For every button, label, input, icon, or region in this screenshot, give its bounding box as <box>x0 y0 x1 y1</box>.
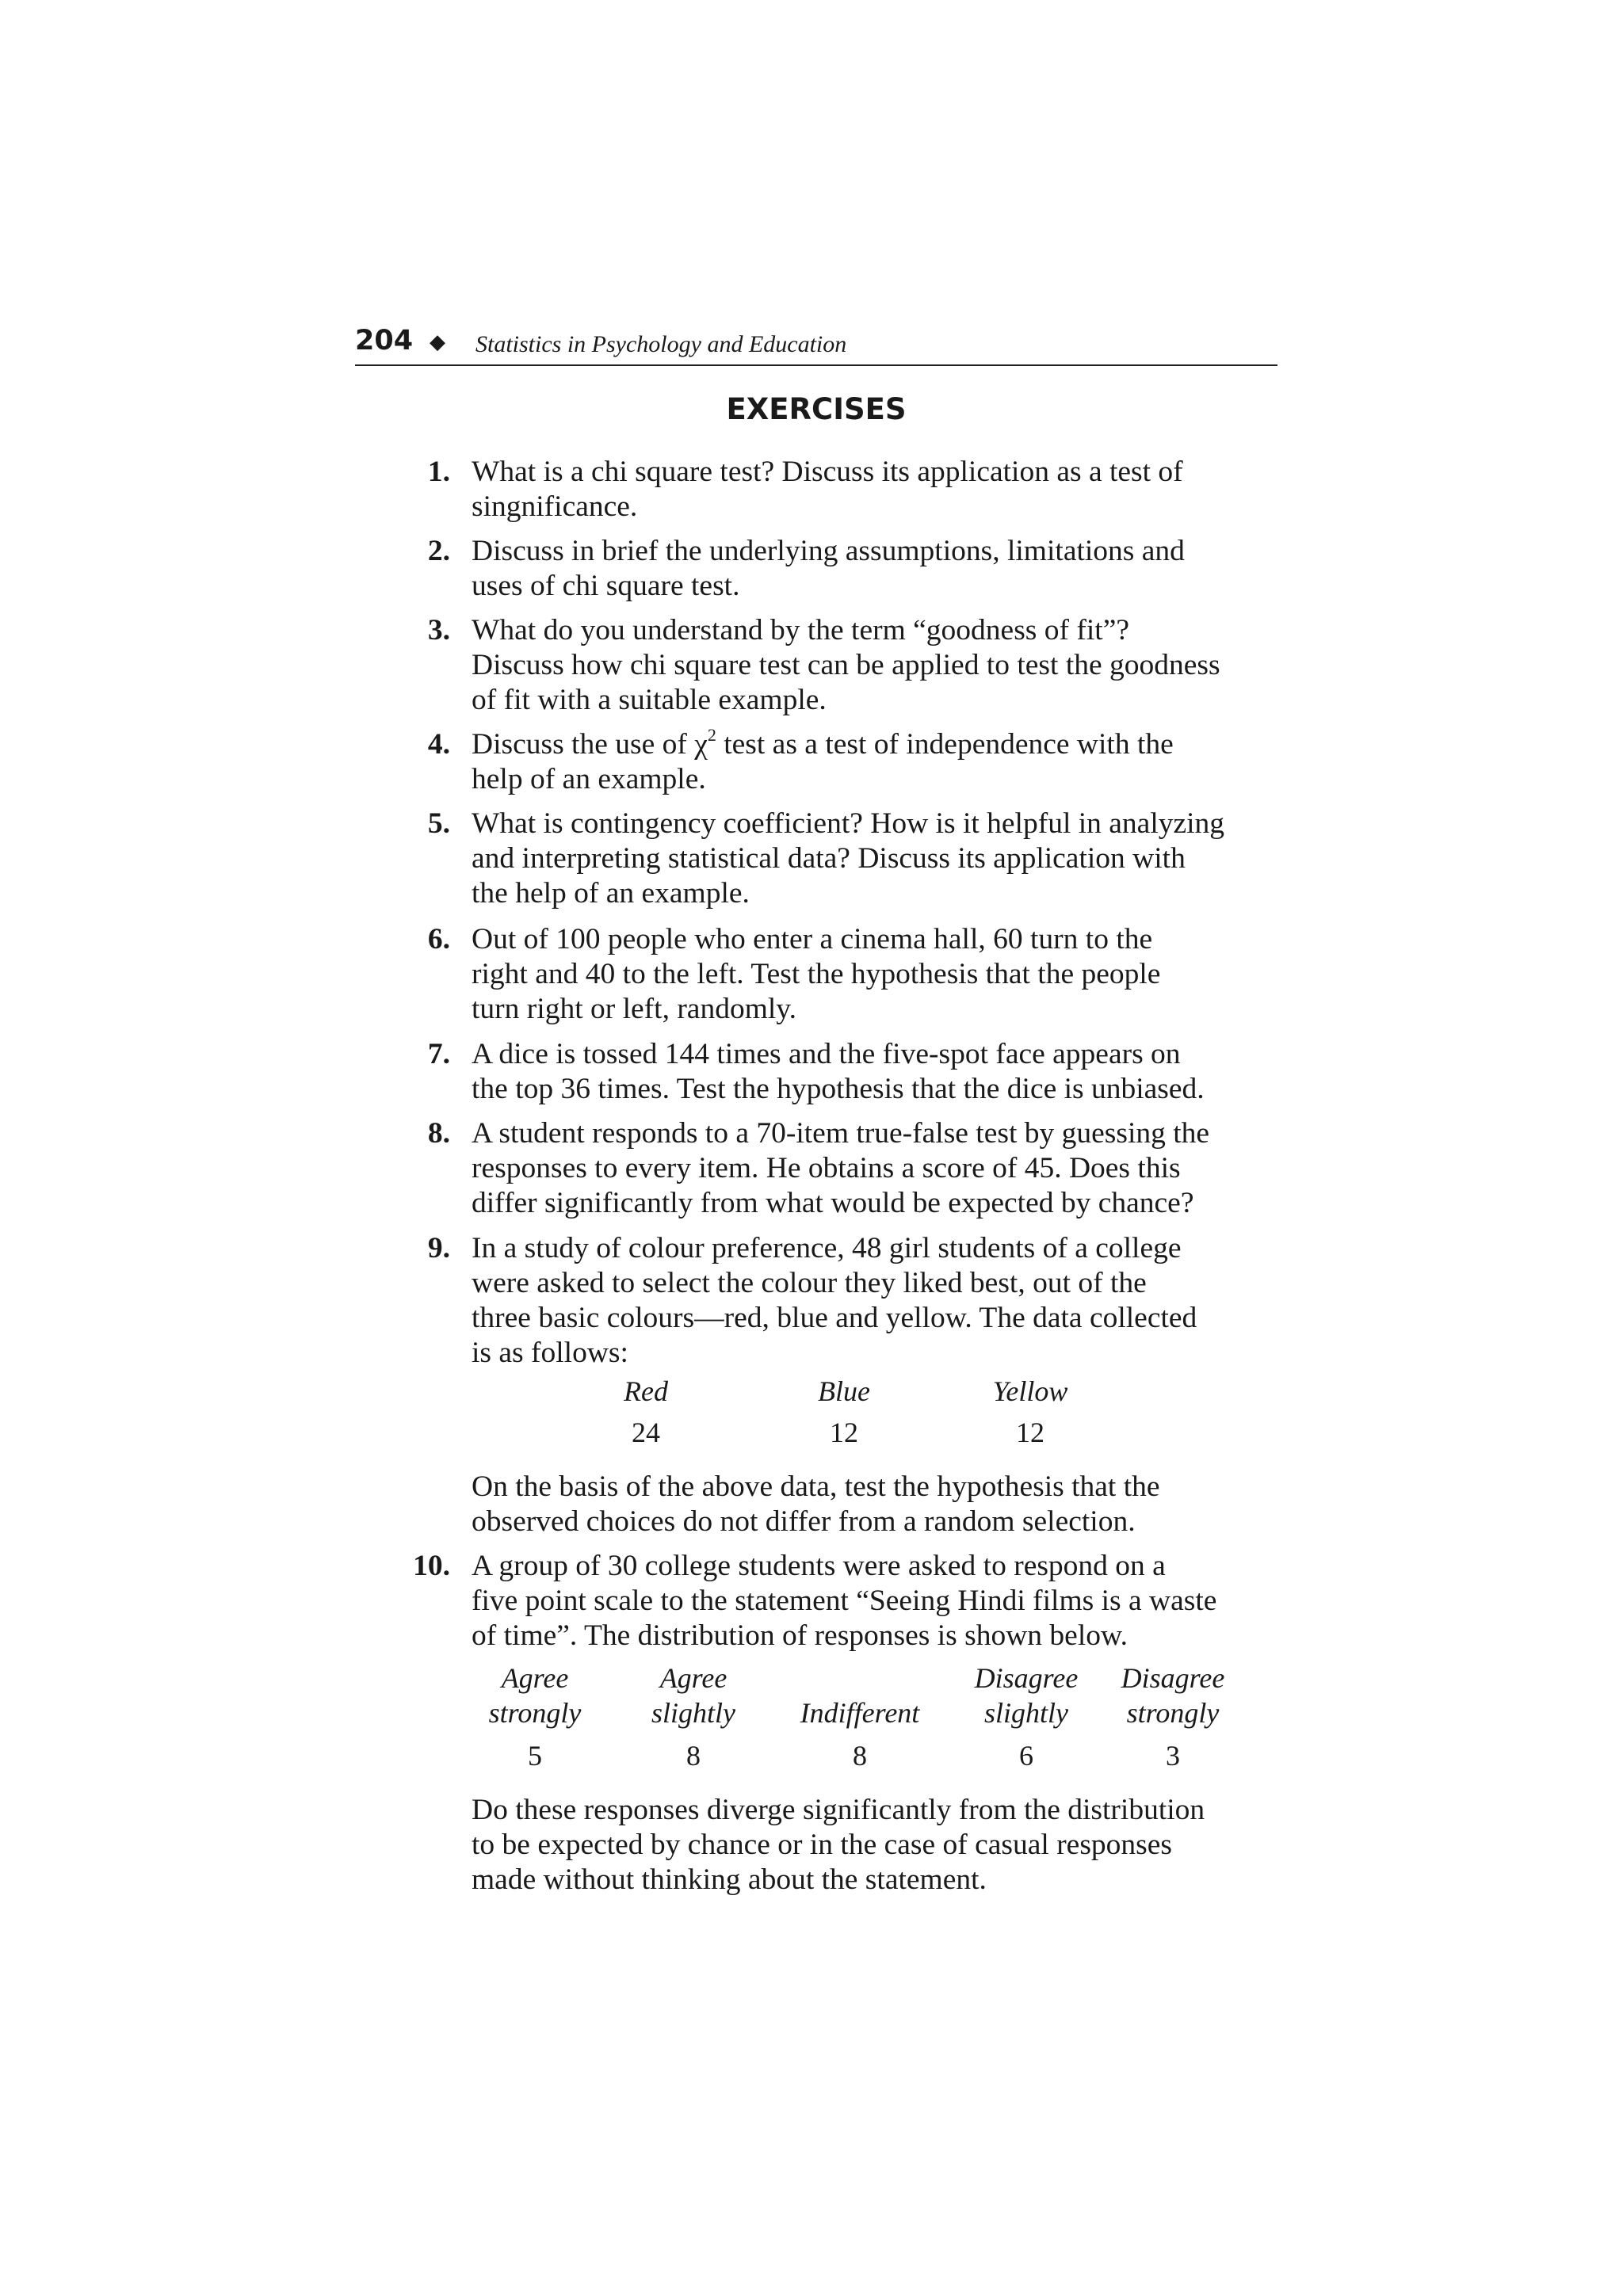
text-line: to be expected by chance or in the case of casual responses <box>472 1829 1172 1861</box>
table-header-cell: slightly <box>984 1697 1068 1729</box>
exercise-text <box>472 727 1277 797</box>
text-line: Out of 100 people who enter a cinema hall, 60 turn to the <box>472 923 1153 955</box>
table-value-cell: 5 <box>528 1740 542 1772</box>
exercise-text <box>472 1470 1277 1539</box>
table-header-cell: Yellow <box>992 1375 1068 1407</box>
text-line: of fit with a suitable example. <box>472 684 827 716</box>
table-value-cell: 12 <box>1016 1417 1044 1448</box>
text-line: What is a chi square test? Discuss its application as a test of <box>472 456 1183 488</box>
table-value-cell: 6 <box>1019 1740 1033 1772</box>
exercise-number: 6. <box>427 923 450 955</box>
text-line: observed choices do not differ from a random selection. <box>472 1505 1136 1538</box>
text-line: singnificance. <box>472 490 638 523</box>
table-header-cell: Disagree <box>974 1662 1079 1694</box>
text-line: the top 36 times. Test the hypothesis that the dice is unbiased. <box>472 1073 1205 1105</box>
table-header-cell: Agree <box>501 1662 569 1694</box>
exercise-text <box>472 613 1277 718</box>
text-line: In a study of colour preference, 48 girl students of a college <box>472 1232 1182 1264</box>
text-line: A dice is tossed 144 times and the five-spot face appears on <box>472 1038 1181 1070</box>
text-line: Discuss how chi square test can be applied to test the goodness <box>472 649 1220 681</box>
running-header <box>355 320 1277 366</box>
exercise-number: 5. <box>427 807 450 840</box>
text-line: On the basis of the above data, test the hypothesis that the <box>472 1470 1160 1503</box>
diamond-icon: ◆ <box>430 330 445 354</box>
exercise-number: 7. <box>427 1038 450 1070</box>
text-line: differ significantly from what would be expected by chance? <box>472 1187 1194 1219</box>
exercise-text <box>472 1549 1277 1653</box>
exercise-number: 2. <box>427 535 450 567</box>
exercise-text <box>472 922 1277 1027</box>
text-line: and interpreting statistical data? Discuss its application with <box>472 842 1186 875</box>
text-line: A student responds to a 70-item true-false test by guessing the <box>472 1117 1210 1150</box>
text-line: Do these responses diverge significantly from the distribution <box>472 1794 1205 1826</box>
text-fragment: test as a test of independence with the <box>716 728 1174 761</box>
text-line: turn right or left, randomly. <box>472 993 796 1025</box>
running-title: Statistics in Psychology and Education <box>475 331 847 357</box>
table-header-cell: Indifferent <box>800 1697 920 1729</box>
table-value-cell: 8 <box>853 1740 867 1772</box>
text-line: What do you understand by the term “goodness of fit”? <box>472 614 1129 646</box>
text-line: A group of 30 college students were asked to respond on a <box>472 1550 1166 1582</box>
table-header-cell: Red <box>624 1375 668 1407</box>
text-line: responses to every item. He obtains a score of 45. Does this <box>472 1152 1181 1184</box>
exercise-text <box>472 534 1277 604</box>
text-fragment: Discuss the use of χ <box>472 728 708 761</box>
table-header-cell: Disagree <box>1121 1662 1225 1694</box>
table-value-cell: 8 <box>686 1740 701 1772</box>
table-value-cell: 3 <box>1166 1740 1180 1772</box>
exercise-number: 1. <box>427 456 450 488</box>
text-line: right and 40 to the left. Test the hypothesis that the people <box>472 958 1161 990</box>
text-line: is as follows: <box>472 1337 628 1369</box>
exercise-number: 3. <box>427 614 450 646</box>
table-header-cell: strongly <box>1126 1697 1220 1729</box>
exercise-text <box>472 1116 1277 1221</box>
exercise-number: 4. <box>427 728 450 761</box>
table-value-cell: 12 <box>830 1417 858 1448</box>
table-header-cell: strongly <box>488 1697 582 1729</box>
table-header-cell: slightly <box>651 1697 735 1729</box>
text-line: of time”. The distribution of responses is shown below. <box>472 1619 1128 1652</box>
table-header-cell: Blue <box>818 1375 870 1407</box>
text-line: three basic colours—red, blue and yellow. The data collected <box>472 1302 1197 1334</box>
text-line <box>472 727 1277 762</box>
section-heading: EXERCISES <box>726 392 907 426</box>
page-number: 204 <box>355 325 414 357</box>
table-value-cell: 24 <box>632 1417 660 1448</box>
text-line: five point scale to the statement “Seeing Hindi films is a waste <box>472 1585 1217 1617</box>
exercise-text <box>472 1037 1277 1107</box>
text-line: made without thinking about the statement. <box>472 1863 987 1896</box>
exercise-number: 8. <box>427 1117 450 1150</box>
text-line: Discuss in brief the underlying assumptions, limitations and <box>472 535 1185 567</box>
text-line: the help of an example. <box>472 877 750 910</box>
exercise-text <box>472 1793 1277 1897</box>
superscript: 2 <box>707 725 716 745</box>
exercise-text <box>472 1231 1277 1371</box>
exercise-text <box>472 807 1277 911</box>
text-line: uses of chi square test. <box>472 570 740 602</box>
exercise-text <box>472 455 1277 524</box>
exercise-number: 10. <box>413 1550 450 1582</box>
exercise-number: 9. <box>427 1232 450 1264</box>
text-line: What is contingency coefficient? How is it helpful in analyzing <box>472 807 1225 840</box>
text-line: help of an example. <box>472 763 706 795</box>
text-line: were asked to select the colour they liked best, out of the <box>472 1267 1147 1299</box>
table-header-cell: Agree <box>659 1662 727 1694</box>
